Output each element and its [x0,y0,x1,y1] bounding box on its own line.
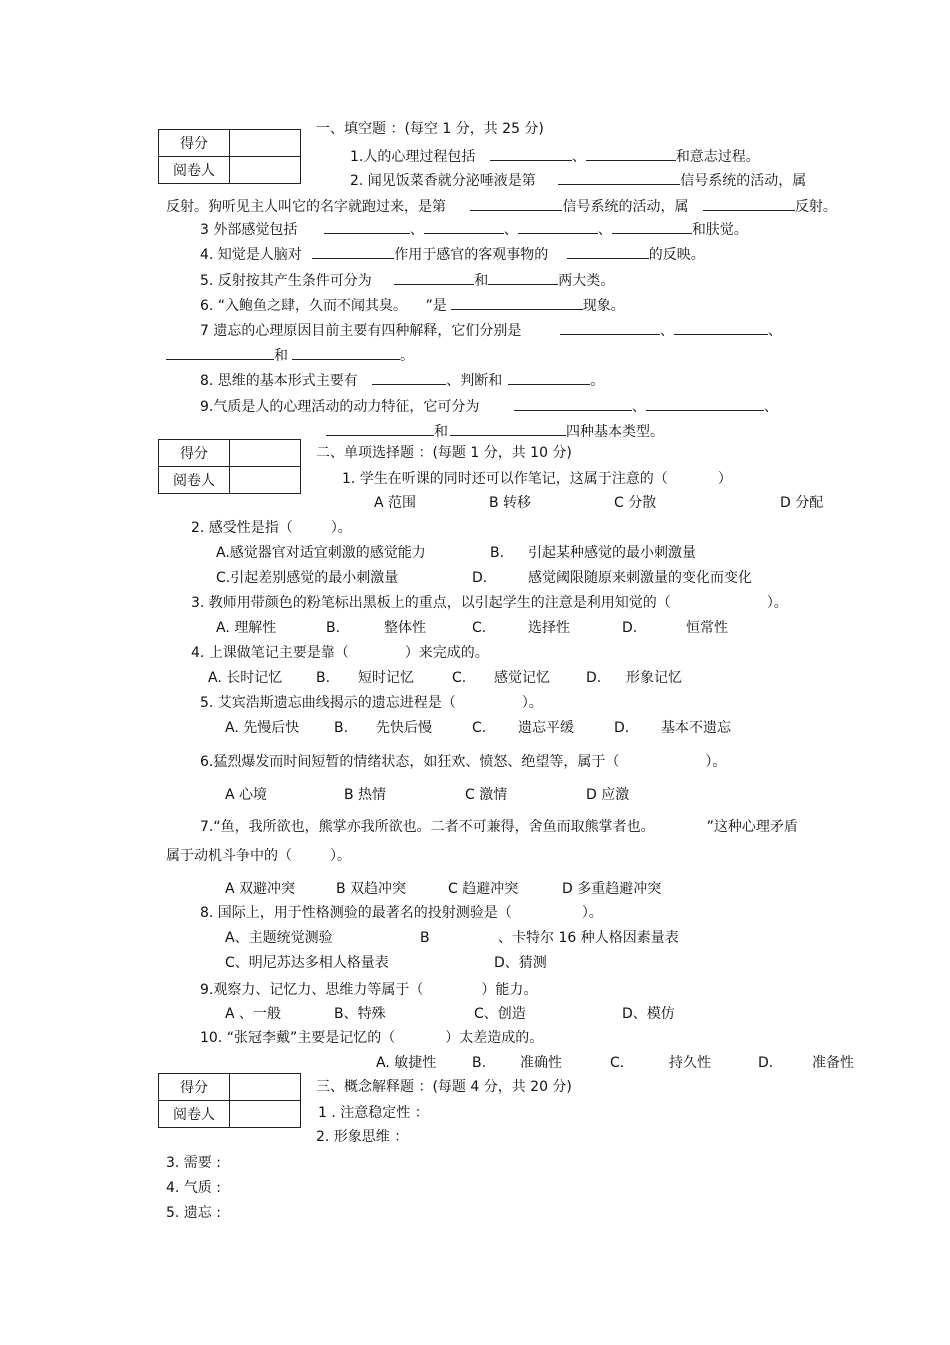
option-d-letter[interactable]: D. [586,670,602,686]
option-d[interactable]: D、模仿 [622,1006,675,1022]
option-b[interactable]: B 转移 [489,495,532,511]
answer-blank[interactable] [674,320,768,335]
option-b-letter[interactable]: B. [472,1055,487,1071]
option-a[interactable]: A 双避冲突 [225,881,296,897]
option-c[interactable]: C、明尼苏达多相人格量表 [225,955,389,971]
score-label: 得分 [159,130,230,157]
option-a[interactable]: A 范围 [374,495,417,511]
option-c-letter[interactable]: C. [452,670,467,686]
option-d-letter[interactable]: D. [622,620,638,636]
option-c[interactable]: C、创造 [474,1006,526,1022]
option-b[interactable]: 引起某种感觉的最小刺激量 [528,545,696,561]
score-cell[interactable] [230,1074,301,1101]
option-d[interactable]: 感觉阈限随原来刺激量的变化而变化 [528,570,752,586]
answer-blank[interactable] [326,421,434,436]
answer-blank[interactable] [508,370,590,385]
option-b[interactable]: 、卡特尔 16 种人格因素量表 [498,930,679,946]
option-c[interactable]: 遗忘平缓 [518,720,574,736]
option-a[interactable]: A. 长时记忆 [208,670,283,686]
score-box-2 [158,439,301,494]
option-c[interactable]: C.引起差别感觉的最小刺激量 [216,570,399,586]
option-d[interactable]: 准备性 [812,1055,854,1071]
answer-blank[interactable] [451,295,583,310]
answer-blank[interactable] [470,196,562,211]
option-b-letter[interactable]: B. [490,545,505,561]
mc-question-4: 4. 上课做笔记主要是靠（ ）来完成的。 [191,645,489,661]
mc-question-1: 1. 学生在听课的同时还可以作笔记，这属于注意的（ ） [342,471,732,487]
mc-question-8: 8. 国际上，用于性格测验的最著名的投射测验是（ ）。 [200,905,603,921]
score-box-3 [158,1073,301,1128]
question-7: 7 遗忘的心理原因目前主要有四种解释，它们分别是 、 、 [200,320,782,340]
question-5: 5. 反射按其产生条件可分为 和 两大类。 [200,270,614,290]
concept-item: 3. 需要 : [166,1155,221,1171]
option-b-letter[interactable]: B [420,930,430,946]
option-a[interactable]: A. 理解性 [216,620,277,636]
option-c[interactable]: C 分散 [614,495,657,511]
option-c-letter[interactable]: C. [610,1055,625,1071]
answer-blank[interactable] [312,244,394,259]
answer-blank[interactable] [558,170,680,185]
mc-question-7-cont: 属于动机斗争中的（ ）。 [166,848,351,864]
answer-blank[interactable] [372,370,446,385]
mc-question-10: 10. “张冠李戴”主要是记忆的（ ）太差造成的。 [200,1030,544,1046]
option-a[interactable]: A. 先慢后快 [225,720,300,736]
answer-blank[interactable] [514,396,632,411]
mc-question-9: 9.观察力、记忆力、思维力等属于（ ）能力。 [200,982,538,998]
score-cell[interactable] [230,440,301,467]
score-label: 得分 [159,440,230,467]
question-1: 1.人的心理过程包括 、 和意志过程。 [350,146,760,166]
option-b[interactable]: 先快后慢 [376,720,432,736]
question-2-cont: 反射。狗听见主人叫它的名字就跑过来，是第 信号系统的活动，属 反射。 [166,196,837,216]
score-cell[interactable] [230,130,301,157]
answer-blank[interactable] [394,270,474,285]
answer-blank[interactable] [424,219,504,234]
option-d[interactable]: 基本不遗忘 [661,720,731,736]
option-b[interactable]: 准确性 [520,1055,562,1071]
option-a[interactable]: A 、一般 [225,1006,282,1022]
option-b[interactable]: B 热情 [344,787,387,803]
option-d[interactable]: D 多重趋避冲突 [562,881,662,897]
score-box-1 [158,129,301,184]
option-b[interactable]: 短时记忆 [358,670,414,686]
question-8: 8. 思维的基本形式主要有 、判断和 。 [200,370,604,390]
option-b-letter[interactable]: B. [316,670,331,686]
option-d[interactable]: 恒常性 [686,620,728,636]
answer-blank[interactable] [166,345,274,360]
mc-question-7: 7.“鱼，我所欲也，熊掌亦我所欲也。二者不可兼得，舍鱼而取熊掌者也。 ”这种心理矛盾 [200,819,798,835]
option-d[interactable]: D 应激 [586,787,630,803]
answer-blank[interactable] [586,146,676,161]
option-b[interactable]: B 双趋冲突 [336,881,407,897]
answer-blank[interactable] [518,219,598,234]
answer-blank[interactable] [488,270,558,285]
answer-blank[interactable] [450,421,566,436]
answer-blank[interactable] [612,219,692,234]
answer-blank[interactable] [292,345,400,360]
question-7-cont: 和 。 [166,345,414,365]
option-d[interactable]: D 分配 [780,495,824,511]
grader-cell[interactable] [230,1101,301,1128]
option-b-letter[interactable]: B. [334,720,349,736]
question-6: 6. “入鲍鱼之肆，久而不闻其臭。 ”是 现象。 [200,295,625,315]
grader-label: 阅卷人 [159,1101,230,1128]
mc-question-2: 2. 感受性是指（ ）。 [191,520,352,536]
answer-blank[interactable] [324,219,410,234]
grader-label: 阅卷人 [159,157,230,184]
section-title: 三、概念解释题 ：(每题 4 分，共 20 分) [316,1079,572,1095]
question-3: 3 外部感觉包括 、 、 、 和肤觉。 [200,219,748,239]
option-c[interactable]: C 激情 [465,787,508,803]
option-d-letter[interactable]: D. [758,1055,774,1071]
mc-question-6: 6.猛烈爆发而时间短暂的情绪状态，如狂欢、愤怒、绝望等，属于（ ）。 [200,754,727,770]
option-b-letter[interactable]: B. [326,620,341,636]
option-d[interactable]: D、猜测 [494,955,547,971]
concept-item: 4. 气质 : [166,1180,221,1196]
concept-item: 5. 遗忘 : [166,1205,221,1221]
answer-blank[interactable] [567,244,649,259]
option-b[interactable]: 整体性 [384,620,426,636]
option-c[interactable]: 感觉记忆 [494,670,550,686]
answer-blank[interactable] [703,196,795,211]
grader-cell[interactable] [230,157,301,184]
option-c[interactable]: C 趋避冲突 [448,881,519,897]
option-c-letter[interactable]: C. [472,720,487,736]
option-a[interactable]: A 心境 [225,787,268,803]
answer-blank[interactable] [490,146,572,161]
section-title: 二、单项选择题 ：(每题 1 分，共 10 分) [316,445,572,461]
mc-question-3: 3. 教师用带颜色的粉笔标出黑板上的重点，以引起学生的注意是利用知觉的（ ）。 [191,595,788,611]
option-b[interactable]: B、特殊 [334,1006,386,1022]
option-d-letter[interactable]: D. [614,720,630,736]
question-9-cont: 和 四种基本类型。 [326,421,664,441]
option-c[interactable]: 持久性 [669,1055,711,1071]
answer-blank[interactable] [646,396,764,411]
grader-label: 阅卷人 [159,467,230,494]
answer-blank[interactable] [560,320,660,335]
option-a[interactable]: A、主题统觉测验 [225,930,333,946]
concept-item: 1 . 注意稳定性 ： [318,1105,429,1121]
option-c-letter[interactable]: C. [472,620,487,636]
option-c[interactable]: 选择性 [528,620,570,636]
question-9: 9.气质是人的心理活动的动力特征，它可分为 、 、 [200,396,778,416]
section-title: 一、填空题 ：(每空 1 分，共 25 分) [316,121,544,137]
option-d[interactable]: 形象记忆 [626,670,682,686]
score-label: 得分 [159,1074,230,1101]
question-4: 4. 知觉是人脑对 作用于感官的客观事物的 的反映。 [200,244,705,264]
option-a[interactable]: A. 敏捷性 [376,1055,437,1071]
grader-cell[interactable] [230,467,301,494]
mc-question-5: 5. 艾宾浩斯遗忘曲线揭示的遗忘进程是（ ）。 [200,695,543,711]
option-a[interactable]: A.感觉器官对适宜刺激的感觉能力 [216,545,426,561]
concept-item: 2. 形象思维 ： [316,1129,409,1145]
option-d-letter[interactable]: D. [472,570,488,586]
question-2: 2. 闻见饭菜香就分泌唾液是第 信号系统的活动，属 [350,170,806,190]
